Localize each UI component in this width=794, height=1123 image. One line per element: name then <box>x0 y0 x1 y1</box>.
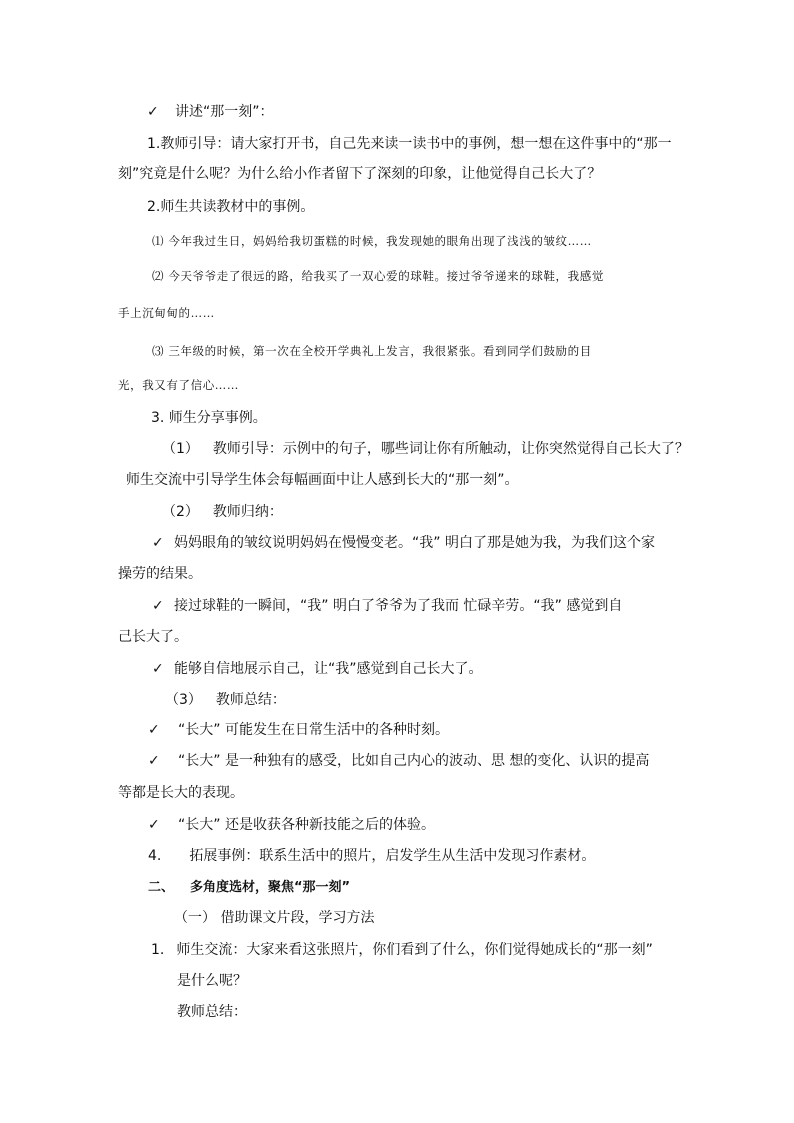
teacher-summary-label: 教师总结： <box>177 1004 247 1020</box>
extend-item <box>148 846 595 866</box>
example-3-line-2: 光，我又有了信心…… <box>118 378 239 392</box>
check-icon: ✓ <box>152 535 164 551</box>
section-two-number: 二、 <box>148 880 175 895</box>
paragraph-1-line-2: 刻”究竟是什么呢？为什么给小作者留下了深刻的印象，让他觉得自己长大了？ <box>118 166 602 182</box>
summary-2-line-1: ✓ “长大” 是一种独有的感受，比如自己内心的波动、思 想的变化、认识的提高 <box>148 753 650 769</box>
share-item-1-text: 教师引导：示例中的句子，哪些词让你有所触动，让你突然觉得自己长大了？ <box>212 441 689 457</box>
subsection-one: （一） 借助课文片段，学习方法 <box>174 910 375 926</box>
share-item-1 <box>162 439 689 459</box>
check-icon: ✓ <box>152 598 164 614</box>
extend-text: 拓展事例：联系生活中的照片，启发学生从生活中发现习作素材。 <box>189 848 596 864</box>
section-two-item-number: 1. <box>151 942 165 958</box>
check-icon: ✓ <box>147 104 159 120</box>
share-item-2 <box>162 502 283 522</box>
share-heading: 3. 师生分享事例。 <box>151 410 267 426</box>
extend-number: 4. <box>148 848 162 864</box>
summary-1: ✓ “长大” 可能发生在日常生活中的各种时刻。 <box>148 722 449 738</box>
check-icon: ✓ <box>148 722 160 738</box>
share-item-3-text: 教师总结： <box>215 692 286 708</box>
check-icon: ✓ <box>148 753 160 769</box>
conclusion-2-line-2: 己长大了。 <box>118 629 188 645</box>
share-item-3 <box>165 690 286 710</box>
section-two-item-1 <box>151 940 653 960</box>
example-1: ⑴ 今年我过生日，妈妈给我切蛋糕的时候，我发现她的眼角出现了浅浅的皱纹…… <box>152 234 592 248</box>
section-two-item-line-2: 是什么呢？ <box>177 973 247 989</box>
conclusion-1-line-1: ✓ 妈妈眼角的皱纹说明妈妈在慢慢变老。“我” 明白了那是她为我，为我们这个家 <box>152 535 655 551</box>
share-item-2-text: 教师归纳： <box>212 504 283 520</box>
example-3-line-1: ⑶ 三年级的时候，第一次在全校开学典礼上发言，我很紧张。看到同学们鼓励的目 <box>152 344 592 358</box>
example-2-line-2: 手上沉甸甸的…… <box>118 306 215 320</box>
heading-tell: ✓ 讲述“那一刻”： <box>147 104 274 120</box>
share-item-1-number: （1） <box>162 441 199 457</box>
share-item-2-number: （2） <box>162 504 199 520</box>
check-icon: ✓ <box>152 661 164 677</box>
example-2-line-1: ⑵ 今天爷爷走了很远的路，给我买了一双心爱的球鞋。接过爷爷递来的球鞋，我感觉 <box>152 269 604 283</box>
summary-2-line-2: 等都是长大的表现。 <box>118 785 244 801</box>
section-two-item-line-1: 师生交流：大家来看这张照片，你们看到了什么，你们觉得她成长的“那一刻” <box>176 942 653 958</box>
paragraph-2: 2.师生共读教材中的事例。 <box>147 199 315 215</box>
conclusion-1-line-2: 操劳的结果。 <box>118 566 202 582</box>
section-two-heading <box>148 878 350 898</box>
section-two-title: 多角度选材，聚焦“那一刻” <box>190 880 351 895</box>
check-icon: ✓ <box>148 817 160 833</box>
share-item-3-number: （3） <box>165 692 202 708</box>
conclusion-3: ✓ 能够自信地展示自己，让“我”感觉到自己长大了。 <box>152 661 483 677</box>
paragraph-1-line-1: 1.教师引导：请大家打开书，自己先来读一读书中的事例，想一想在这件事中的“那一 <box>147 136 672 152</box>
conclusion-2-line-1: ✓ 接过球鞋的一瞬间，“我” 明白了爷爷为了我而 忙碌辛劳。“我” 感觉到自 <box>152 598 623 614</box>
summary-3: ✓ “长大” 还是收获各种新技能之后的体验。 <box>148 817 435 833</box>
share-item-1-continuation: 师生交流中引导学生体会每幅画面中让人感到长大的“那一刻”。 <box>126 472 519 488</box>
